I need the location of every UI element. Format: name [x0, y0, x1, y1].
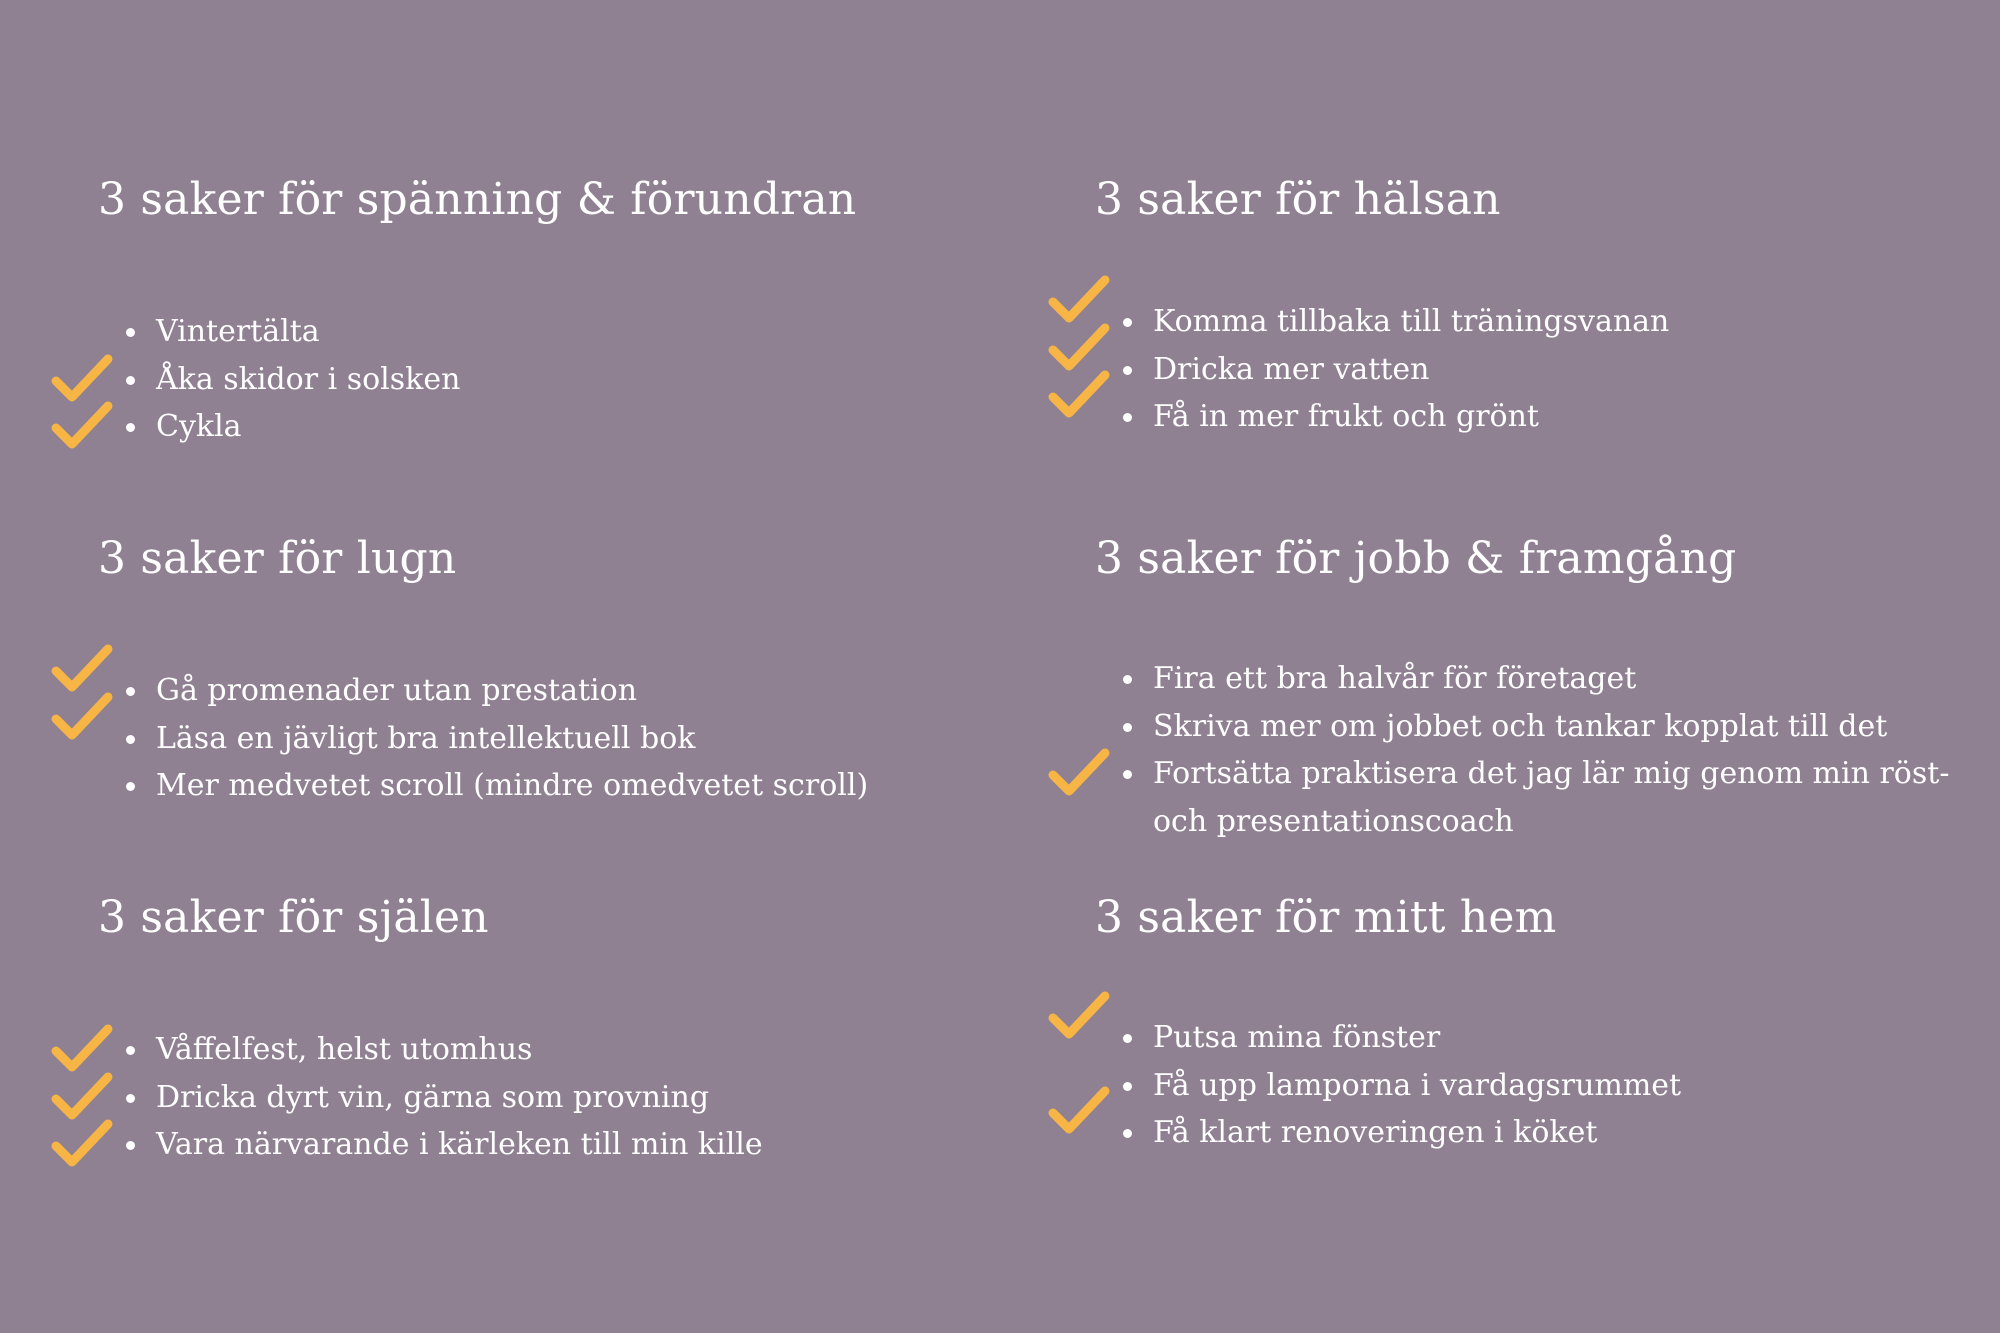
item-list: [1095, 1014, 1681, 1157]
list-item: [98, 1121, 763, 1169]
section-title: 3 saker för själen: [98, 892, 489, 943]
list-item-text: Putsa mina fönster: [1153, 1020, 1441, 1055]
list-item: [1095, 655, 1953, 703]
bullet-icon: [1123, 318, 1132, 327]
list-item: [1095, 1109, 1681, 1157]
list-item-text: Vara närvarande i kärleken till min kille: [156, 1127, 763, 1162]
bullet-icon: [126, 735, 135, 744]
bullet-icon: [126, 1094, 135, 1103]
checkmark-icon: [50, 1071, 114, 1123]
section-sjalen: [98, 888, 978, 1162]
section-spanning-forundran: [98, 170, 978, 444]
list-item-text: Skriva mer om jobbet och tankar kopplat till det: [1153, 708, 1888, 744]
checkmark-icon: [1047, 1085, 1111, 1137]
section-mitt-hem: [1095, 888, 1975, 1150]
section-jobb-framgang: [1095, 529, 1975, 839]
checkmark-icon: [50, 353, 114, 405]
section-title: 3 saker för lugn: [98, 533, 457, 584]
list-item-text: Dricka mer vatten: [1153, 351, 1430, 387]
bullet-icon: [126, 328, 135, 337]
list-item-text: Läsa en jävligt bra intellektuell bok: [156, 720, 696, 756]
section-title: 3 saker för hälsan: [1095, 174, 1501, 225]
bullet-icon: [1123, 366, 1132, 375]
list-item: [1095, 1062, 1681, 1110]
section-title: 3 saker för mitt hem: [1095, 892, 1557, 943]
item-list: [1095, 655, 1953, 845]
list-item-text: Åka skidor i solsken: [156, 361, 461, 397]
list-item: [1095, 393, 1669, 441]
bullet-icon: [1123, 770, 1132, 779]
checkmark-icon: [1047, 274, 1111, 326]
list-item-text: Gå promenader utan prestation: [156, 673, 638, 708]
bullet-icon: [126, 687, 135, 696]
section-halsan: [1095, 170, 1975, 434]
section-title: 3 saker för jobb & framgång: [1095, 533, 1737, 584]
bullet-icon: [1123, 413, 1132, 422]
bullet-icon: [126, 376, 135, 385]
list-item-text: Fira ett bra halvår för företaget: [1153, 661, 1637, 696]
checkmark-icon: [50, 691, 114, 743]
item-list: [98, 1026, 763, 1169]
list-item: [98, 715, 868, 763]
list-item: [98, 1026, 763, 1074]
bullet-icon: [1123, 723, 1132, 732]
checkmark-icon: [50, 1023, 114, 1075]
list-item: [1095, 750, 1953, 845]
item-list: [1095, 298, 1669, 441]
list-item: [98, 356, 460, 404]
list-item-text: Få klart renoveringen i köket: [1153, 1115, 1598, 1150]
list-item: [1095, 703, 1953, 751]
list-item-text: Fortsätta praktisera det jag lär mig genom min röst- och presentationscoach: [1153, 756, 1950, 839]
checkmark-icon: [50, 643, 114, 695]
section-title: 3 saker för spänning & förundran: [98, 174, 857, 225]
list-item: [1095, 1014, 1681, 1062]
bullet-icon: [1123, 1129, 1132, 1138]
item-list: [98, 667, 868, 810]
list-item-text: Komma tillbaka till träningsvanan: [1153, 304, 1670, 339]
bullet-icon: [126, 1141, 135, 1150]
bullet-icon: [1123, 675, 1132, 684]
list-item: [98, 308, 460, 356]
list-item-text: Få upp lamporna i vardagsrummet: [1153, 1067, 1682, 1103]
checkmark-icon: [50, 1118, 114, 1170]
bullet-icon: [1123, 1082, 1132, 1091]
list-item-text: Dricka dyrt vin, gärna som provning: [156, 1079, 710, 1115]
list-item-text: Få in mer frukt och grönt: [1153, 399, 1539, 434]
bullet-icon: [126, 423, 135, 432]
list-item-text: Våffelfest, helst utomhus: [156, 1032, 533, 1067]
list-item: [98, 403, 460, 451]
list-item: [98, 762, 868, 810]
checkmark-icon: [1047, 990, 1111, 1042]
list-item: [98, 667, 868, 715]
list-item-text: Vintertälta: [156, 314, 320, 349]
checkmark-icon: [50, 400, 114, 452]
bullet-icon: [1123, 1034, 1132, 1043]
list-item-text: Mer medvetet scroll (mindre omedvetet scroll): [156, 768, 869, 803]
bullet-icon: [126, 1046, 135, 1055]
list-item: [1095, 298, 1669, 346]
item-list: [98, 308, 460, 451]
checkmark-icon: [1047, 747, 1111, 799]
section-lugn: [98, 529, 978, 803]
list-item: [1095, 346, 1669, 394]
checkmark-icon: [1047, 369, 1111, 421]
list-item: [98, 1074, 763, 1122]
bullet-icon: [126, 782, 135, 791]
checkmark-icon: [1047, 322, 1111, 374]
list-item-text: Cykla: [156, 409, 242, 444]
